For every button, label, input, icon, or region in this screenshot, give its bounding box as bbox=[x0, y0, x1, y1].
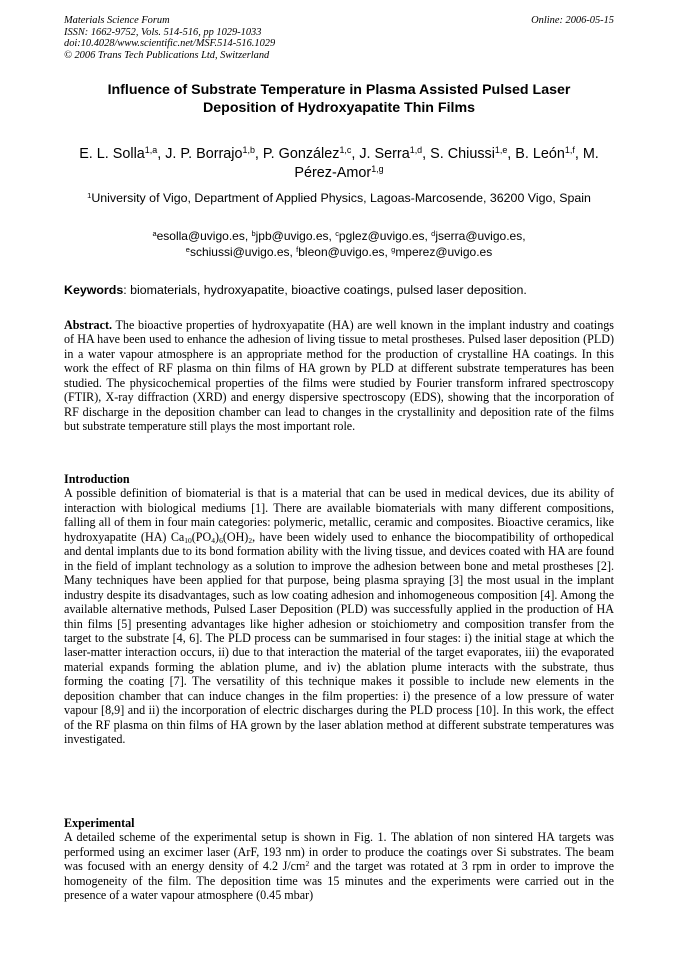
email: $^d$jserra@uvigo.es, bbox=[431, 228, 526, 243]
journal-header bbox=[64, 15, 614, 61]
author: B. León$^{1,f}$, bbox=[515, 145, 583, 162]
email: $^a$esolla@uvigo.es, bbox=[152, 228, 252, 243]
keywords bbox=[64, 282, 618, 298]
keywords-text: : biomaterials, hydroxyapatite, bioactive coatings, pulsed laser deposition. bbox=[123, 283, 527, 297]
author: E. L. Solla$^{1,a}$, bbox=[79, 145, 166, 162]
abstract bbox=[64, 318, 614, 434]
keywords-label: Keywords bbox=[64, 283, 124, 297]
title-line-2: Deposition of Hydroxyapatite Thin Films bbox=[203, 100, 475, 116]
issn-line: ISSN: 1662-9752, Vols. 514-516, pp 1029-1033 bbox=[64, 26, 262, 38]
author: J. Serra$^{1,d}$, bbox=[359, 145, 431, 162]
abstract-text: The bioactive properties of hydroxyapatite (HA) are well known in the implant industry and coatings of HA have been used to enhance the adhesion of living tissue to metal prostheses. Pulsed laser deposition (PLD) in a water vapour atmosphere is an appropriate method for the production of crystalline HA coatings. In this work the effect of RF plasma on thin films of HA grown by PLD at different substrate temperatures has been studied. The physicochemical properties of the films were studied by Fourier transform infrared spectroscopy (FTIR), X-ray diffraction (XRD) and energy dispersive spectroscopy (EDS), showing that the incorporation of RF discharge in the deposition chamber can lead to changes in the crystallinity and deposition rate of the films but substrate temperature still plays the most important role. bbox=[64, 318, 614, 434]
online-date: Online: 2006-05-15 bbox=[531, 15, 614, 26]
email: $^f$bleon@uvigo.es, bbox=[296, 244, 392, 259]
introduction-section bbox=[64, 472, 614, 747]
email: $^b$jpb@uvigo.es, bbox=[251, 228, 336, 243]
journal-name: Materials Science Forum bbox=[64, 15, 170, 26]
affiliation: $^1$University of Vigo, Department of Applied Physics, Lagoas-Marcosende, 36200 Vigo, Spain bbox=[87, 190, 591, 205]
author: M. Pérez-Amor$^{1,g}$ bbox=[294, 146, 599, 181]
author-list bbox=[62, 145, 616, 183]
email-list bbox=[62, 228, 616, 260]
author: S. Chiussi$^{1,e}$, bbox=[430, 145, 516, 162]
experimental-heading: Experimental bbox=[64, 816, 135, 830]
paper-title bbox=[60, 81, 618, 117]
email: $^e$schiussi@uvigo.es, bbox=[185, 244, 297, 259]
author: J. P. Borrajo$^{1,b}$, bbox=[165, 145, 263, 162]
introduction-heading: Introduction bbox=[64, 472, 130, 486]
email: $^c$pglez@uvigo.es, bbox=[335, 228, 432, 243]
experimental-section bbox=[64, 816, 614, 903]
introduction-paragraph: A possible definition of biomaterial is that is a material that can be used in medical devices, due its ability of interaction with biological mediums [1]. There are available biomaterials with many different compositions, falling all of them in four main categories: polymeric, metallic, ceramic and composites. Bioactive ceramics, like hydroxyapatite (HA) $Ca_{10}(PO_4)_6(OH)_2$, have been widely used to enhance the biocompatibility of orthopedical and dental implants due to its bond formation ability with the living tissue, and devices coated with HA are found in the field of implant technology as a solution to improve the adhesion between bone and metal prostheses [2]. Many techniques have been applied for that purpose, being plasma spraying [3] the most usual in the implant industry despite its disadvantages, such as low coating adhesion and inhomogeneous composition [4]. Among the available alternative methods, Pulsed Laser Deposition (PLD) was successfully applied in the production of HA thin films [5] presenting advantages like higher adhesion or stoichiometry and composition transfer from the target to the substrate [4, 6]. The PLD process can be summarised in four stages: i) the initial stage at which the laser-matter interaction occurs, ii) due to that interaction the material of the target evaporates, iii) the evaporated material expands forming the ablation plume, and iv) the ablation plume interacts with the substrate, thus forming the coating [7]. The versatility of this technique makes it possible to include new elements in the deposition chamber that can induce changes in the film properties: i) the presence of a low pressure of water vapour [8,9] and ii) the incorporation of electric discharges during the PLD process [10]. In this work, the effect of the RF plasma on thin films of HA grown by the laser ablation method at different substrate temperatures was investigated. bbox=[64, 486, 614, 747]
doi-line: doi:10.4028/www.scientific.net/MSF.514-516.1029 bbox=[64, 38, 276, 49]
email: $^g$mperez@uvigo.es bbox=[391, 244, 493, 259]
author: P. González$^{1,c}$, bbox=[262, 145, 360, 162]
experimental-paragraph: A detailed scheme of the experimental setup is shown in Fig. 1. The ablation of non sintered HA targets was performed using an excimer laser (ArF, 193 nm) in order to produce the coatings over Si substrates. The beam was focused with an energy density of 4.2 $J/cm^2$ and the target was rotated at 3 rpm in order to improve the homogeneity of the film. The deposition time was 15 minutes and the experiments were carried out in the presence of a water vapour atmosphere (0.45 mbar) bbox=[64, 830, 614, 903]
title-line-1: Influence of Substrate Temperature in Plasma Assisted Pulsed Laser bbox=[107, 82, 571, 98]
copyright-line: © 2006 Trans Tech Publications Ltd, Switzerland bbox=[64, 49, 270, 61]
abstract-label: Abstract. bbox=[64, 318, 113, 332]
